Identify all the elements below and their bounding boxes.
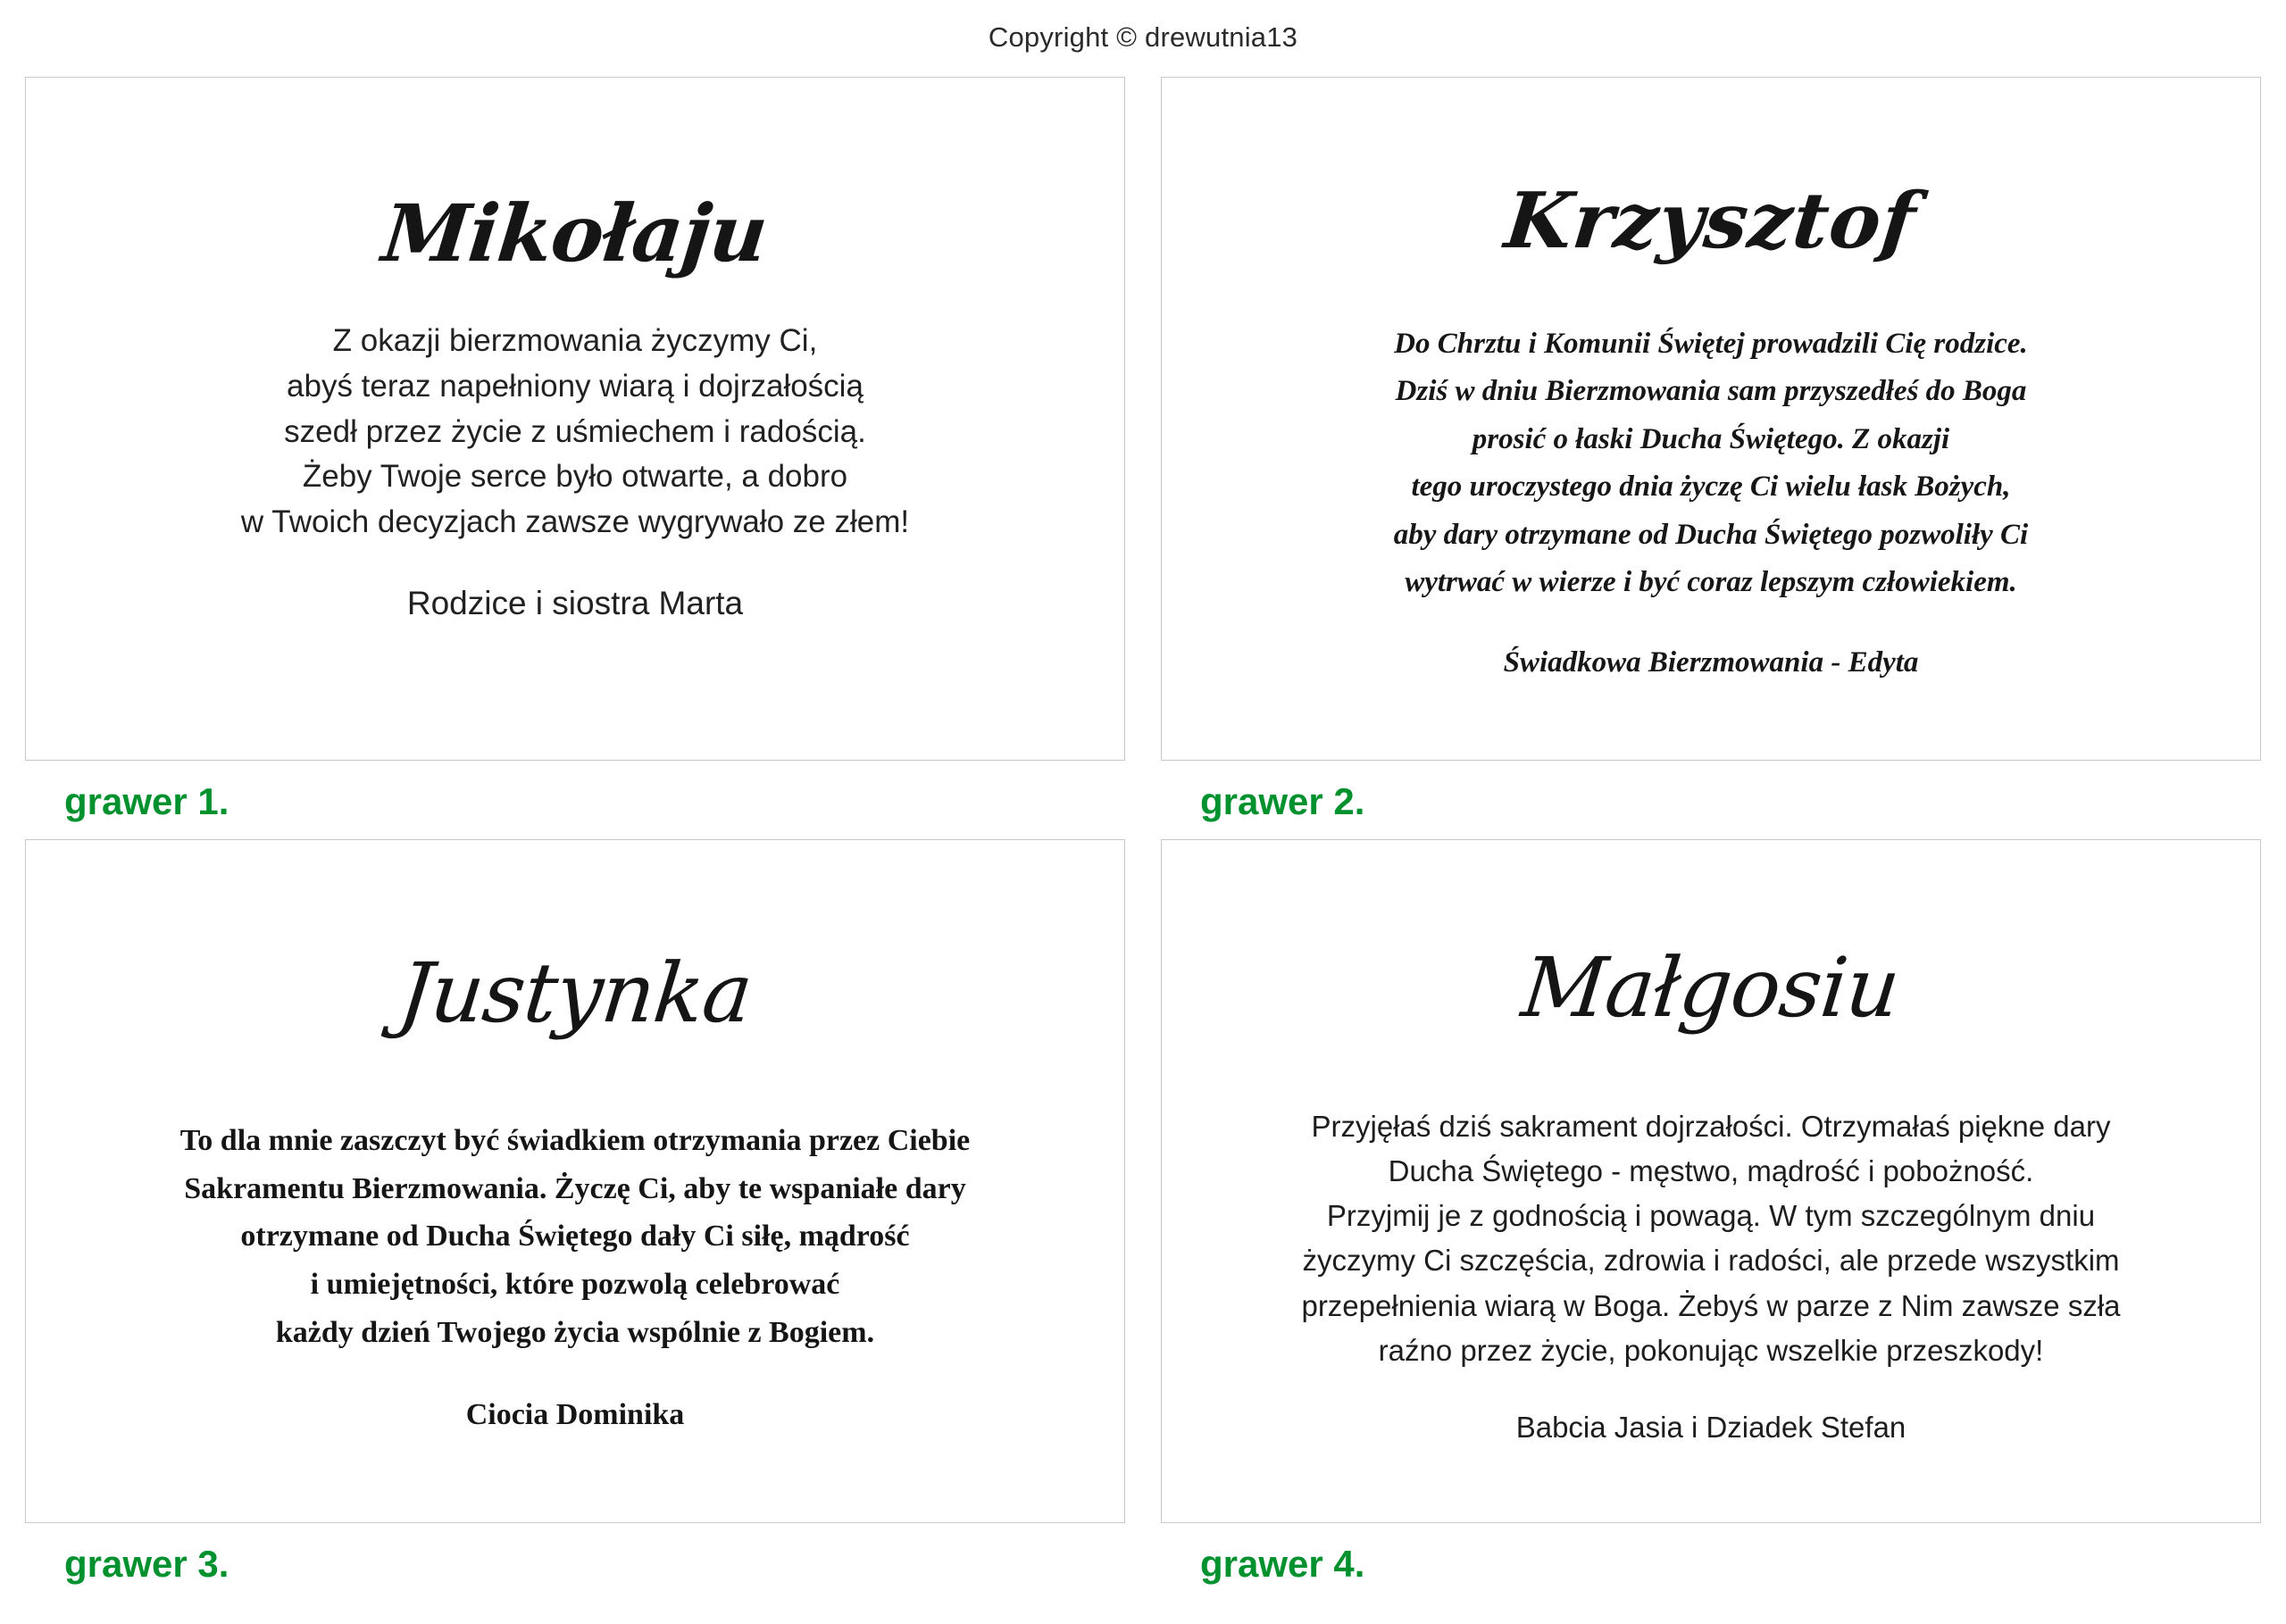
recipient-name-2: Krzysztof <box>1501 176 1921 266</box>
text-line: Przyjęłaś dziś sakrament dojrzałości. Otrzymałaś piękne dary <box>1311 1110 2111 1143</box>
text-line: raźno przez życie, pokonując wszelkie przeszkody! <box>1378 1333 2044 1367</box>
engraving-card-3 <box>25 839 1125 1523</box>
text-line: każdy dzień Twojego życia wspólnie z Bogiem. <box>275 1315 875 1349</box>
engraving-text-3 <box>180 1117 971 1357</box>
caption-1: grawer 1. <box>64 780 229 822</box>
text-line: tego uroczystego dnia życzę Ci wielu łask Bożych, <box>1411 471 2011 504</box>
text-line: Dziś w dniu Bierzmowania sam przyszedłeś do Boga <box>1395 375 2027 408</box>
text-line: przepełnienia wiarą w Boga. Żebyś w parze z Nim zawsze szła <box>1301 1288 2121 1322</box>
engraving-text-1 <box>241 319 909 545</box>
text-line: otrzymane od Ducha Świętego dały Ci siłę, mądrość <box>240 1220 910 1253</box>
recipient-name-3: Justynka <box>394 945 756 1041</box>
engraving-card-4 <box>1161 839 2261 1523</box>
text-line: życzymy Ci szczęścia, zdrowia i radości, ale przede wszystkim <box>1302 1244 2120 1278</box>
text-line: szedł przez życie z uśmiechem i radością. <box>284 413 866 449</box>
text-line: Ducha Świętego - męstwo, mądrość i pobożność. <box>1388 1154 2034 1188</box>
text-line: wytrwać w wierze i być coraz lepszym człowiekiem. <box>1405 566 2017 599</box>
copyright-notice: Copyright © drewutnia13 <box>988 21 1298 53</box>
text-line: aby dary otrzymane od Ducha Świętego pozwoliły Ci <box>1393 518 2029 551</box>
text-line: Przyjmij je z godnością i powagą. W tym szczególnym dniu <box>1326 1199 2096 1233</box>
signature-1: Rodzice i siostra Marta <box>406 584 744 621</box>
engraving-text-2 <box>1394 321 2028 607</box>
engraving-option-4 <box>1161 839 2261 1586</box>
recipient-name-4: Małgosiu <box>1517 940 1905 1036</box>
text-line: Sakramentu Bierzmowania. Życzę Ci, aby te wspaniałe dary <box>184 1171 966 1205</box>
text-line: w Twoich decyzjach zawsze wygrywało ze złem! <box>240 504 910 539</box>
caption-3: grawer 3. <box>64 1543 229 1585</box>
text-line: Do Chrztu i Komunii Świętej prowadzili Cię rodzice. <box>1394 328 2028 360</box>
engraving-card-grid <box>0 77 2286 1586</box>
engraving-text-4 <box>1301 1104 2120 1373</box>
signature-4: Babcia Jasia i Dziadek Stefan <box>1515 1410 1906 1444</box>
engraving-option-1 <box>25 77 1125 823</box>
text-line: abyś teraz napełniony wiarą i dojrzałością <box>287 368 864 404</box>
engraving-option-2 <box>1161 77 2261 823</box>
text-line: i umiejętności, które pozwolą celebrować <box>310 1268 840 1302</box>
engraving-card-1 <box>25 77 1125 761</box>
signature-2: Świadkowa Bierzmowania - Edyta <box>1503 645 1919 679</box>
caption-4: grawer 4. <box>1200 1543 1365 1585</box>
engraving-card-2 <box>1161 77 2261 761</box>
signature-3: Ciocia Dominika <box>465 1397 685 1431</box>
text-line: Żeby Twoje serce było otwarte, a dobro <box>302 459 848 495</box>
engraving-option-3 <box>25 839 1125 1586</box>
text-line: prosić o łaski Ducha Świętego. Z okazji <box>1472 422 1950 455</box>
text-line: Z okazji bierzmowania życzymy Ci, <box>332 323 818 358</box>
recipient-name-1: Mikołaju <box>378 187 772 279</box>
caption-2: grawer 2. <box>1200 780 1365 822</box>
text-line: To dla mnie zaszczyt być świadkiem otrzymania przez Ciebie <box>179 1124 971 1157</box>
